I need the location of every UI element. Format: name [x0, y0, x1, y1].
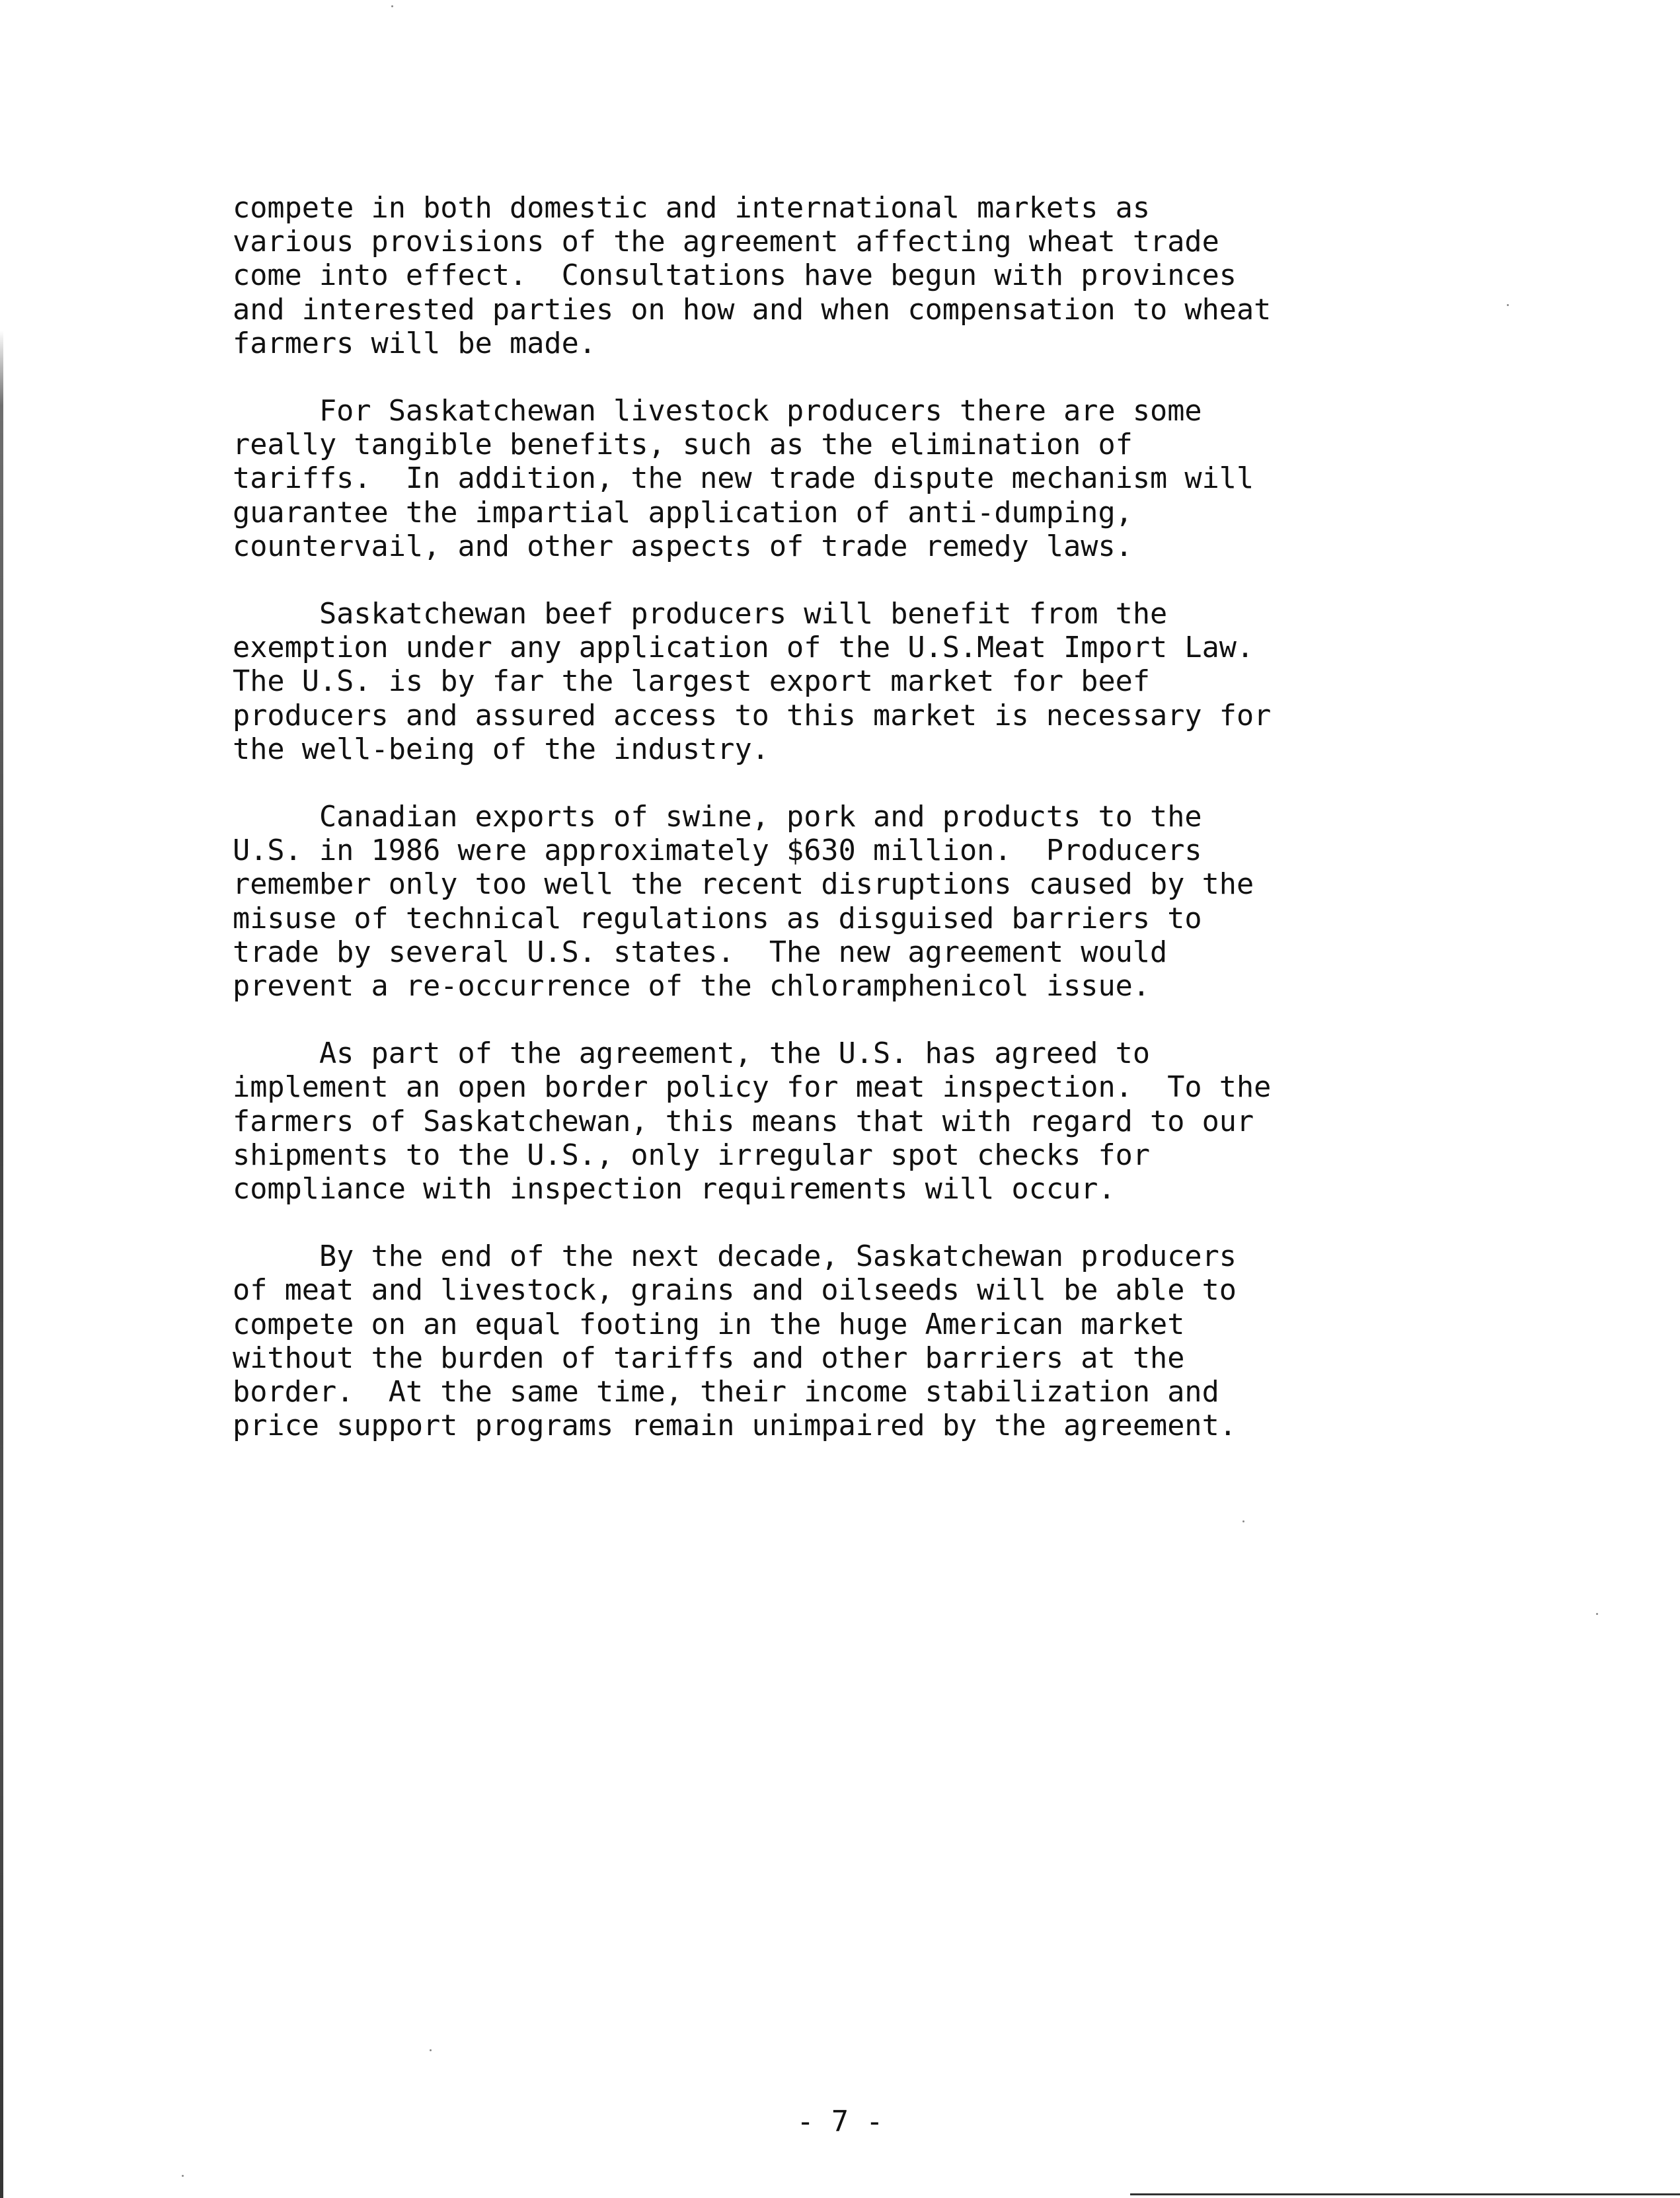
scan-speck: [1596, 1613, 1598, 1615]
page-number: - 7 -: [796, 2105, 884, 2139]
document-body: [233, 192, 1475, 1477]
paragraph-meat-inspection: As part of the agreement, the U.S. has agreed to implement an open border policy for meat inspection. To the farmers of Saskatchewan, this means that with regard to our shipments to the U.S., only irregular spot checks for compliance with inspection requirements will occur.: [233, 1037, 1272, 1206]
scan-speck: [182, 2175, 184, 2177]
scan-speck: [430, 2049, 432, 2051]
bottom-edge-rule: [1130, 2193, 1680, 2195]
scan-speck: [391, 5, 393, 7]
scan-edge-shadow: [0, 331, 3, 2198]
paragraph-next-decade: By the end of the next decade, Saskatchewan producers of meat and livestock, grains and oilseeds will be able to compete on an equal footing in the huge American market without the burden of tariffs and other barriers at the border. At the same time, their income stabilization and price support programs remain unimpaired by the agreement.: [233, 1240, 1237, 1443]
scan-speck: [1242, 1520, 1244, 1522]
paragraph-swine-pork-exports: Canadian exports of swine, pork and products to the U.S. in 1986 were approximately $630 million. Producers remember only too well the recent disruptions caused by the misuse of technical regulations as disguised barriers to trade by several U.S. states. The new agreement would prevent a re-occurrence of the chloramphenicol issue.: [233, 801, 1254, 1003]
scan-speck: [1507, 304, 1509, 306]
paragraph-wheat-compensation: compete in both domestic and international markets as various provisions of the agreement affecting wheat trade come into effect. Consultations have begun with provinces and interested parties on how and when compensation to wheat farmers will be made.: [233, 192, 1272, 360]
paragraph-beef-producers: Saskatchewan beef producers will benefit from the exemption under any application of the U.S.Meat Import Law. The U.S. is by far the largest export market for beef producers and assured access to this market is necessary for the well-being of the industry.: [233, 598, 1272, 766]
paragraph-livestock-benefits: For Saskatchewan livestock producers there are some really tangible benefits, such as the elimination of tariffs. In addition, the new trade dispute mechanism will guarantee the impartial application of anti-dumping, countervail, and other aspects of trade remedy laws.: [233, 395, 1254, 563]
